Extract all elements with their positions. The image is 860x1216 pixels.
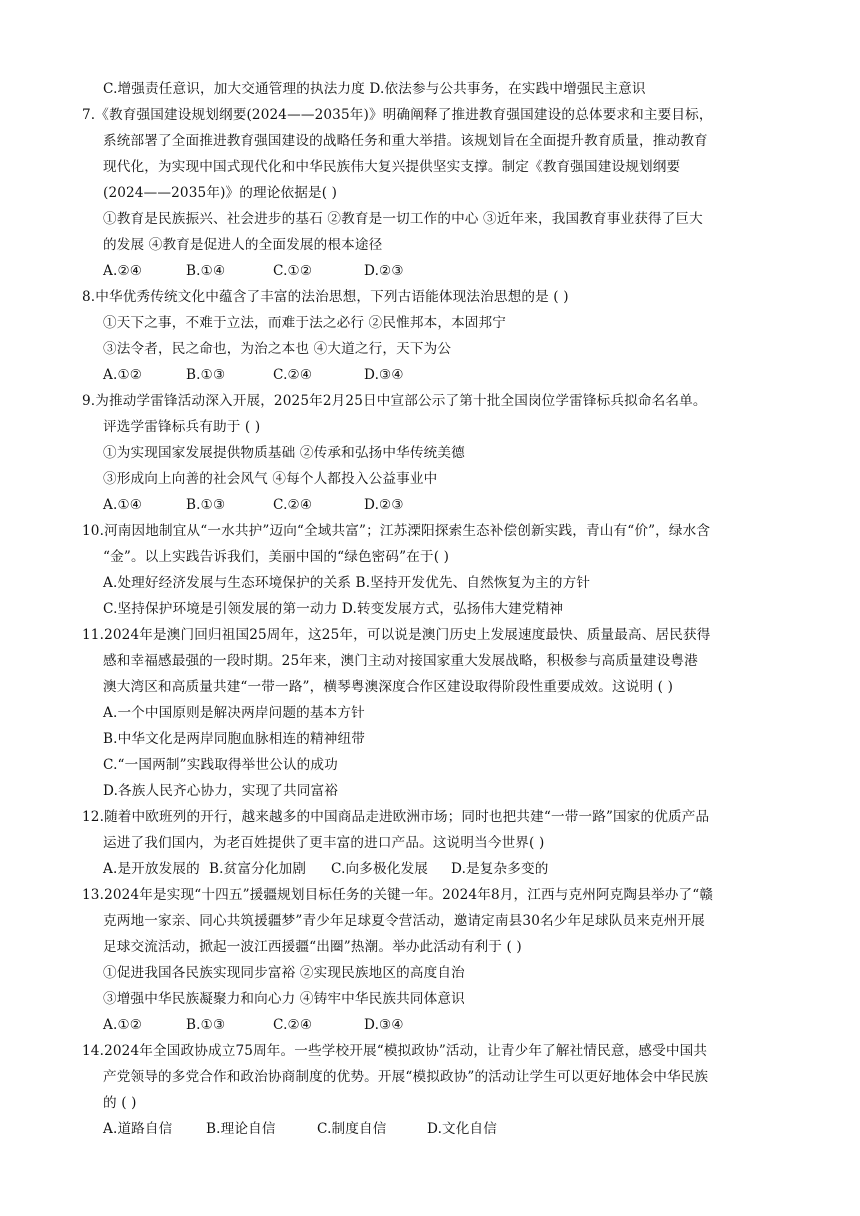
q7-option-a: A.②④: [103, 263, 143, 279]
q8-option-b: B.①③: [186, 367, 226, 383]
q10-options-line-1: A.处理好经济发展与生态环境保护的关系 B.坚持开发优先、自然恢复为主的方针: [103, 575, 591, 591]
q8-option-c: C.②④: [273, 367, 313, 383]
q11-option-b: B.中华文化是两岸同胞血脉相连的精神纽带: [103, 731, 365, 747]
q6-option-c: C.增强责任意识，加大交通管理的执法力度: [103, 81, 365, 97]
q9-items-line-1: ①为实现国家发展提供物质基础 ②传承和弘扬中华传统美德: [103, 445, 465, 461]
q7-stem-line-4: (2024——2035年)》的理论依据是( ): [103, 185, 338, 201]
q13-items-line-2: ③增强中华民族凝聚力和向心力 ④铸牢中华民族共同体意识: [103, 991, 465, 1007]
q8-option-a: A.①②: [103, 367, 143, 383]
q7-option-c: C.①②: [273, 263, 313, 279]
q13-options: [103, 1015, 404, 1035]
q7-stem-line-1: 7.《教育强国建设规划纲要(2024——2035年)》明确阐释了推进教育强国建设的总体要求和主要目标，: [82, 107, 713, 123]
q9-option-b: B.①③: [186, 497, 226, 513]
q14-stem-line-2: 产党领导的多党合作和政治协商制度的优势。开展“模拟政协”的活动让学生可以更好地体会中华民族: [103, 1069, 709, 1085]
q9-option-a: A.①④: [103, 497, 143, 513]
q12-option-a: A.是开放发展的: [103, 861, 200, 877]
q6-option-d: D.依法参与公共事务，在实践中增强民主意识: [369, 81, 646, 97]
q13-option-c: C.②④: [273, 1017, 313, 1033]
q7-stem-line-3: 现代化，为实现中国式现代化和中华民族伟大复兴提供坚实支撑。制定《教育强国建设规划纲要: [103, 159, 681, 175]
q12-options: [103, 859, 549, 879]
q10-stem-line-1: 10.河南因地制宜从“一水共护”迈向“全域共富”；江苏溧阳探索生态补偿创新实践，青山有“价”，绿水含: [82, 523, 711, 539]
q11-option-d: D.各族人民齐心协力，实现了共同富裕: [103, 783, 338, 799]
q14-option-d: D.文化自信: [427, 1121, 498, 1137]
q11-option-a: A.一个中国原则是解决两岸问题的基本方针: [103, 705, 365, 721]
q13-option-d: D.③④: [364, 1017, 404, 1033]
q12-option-d: D.是复杂多变的: [451, 861, 549, 877]
q8-stem: 8.中华优秀传统文化中蕴含了丰富的法治思想，下列古语能体现法治思想的是 ( ): [82, 289, 569, 305]
q13-stem-line-2: 克两地一家亲、同心共筑援疆梦”青少年足球夏令营活动，邀请定南县30名少年足球队员来克州开展: [103, 913, 705, 929]
q13-option-b: B.①③: [186, 1017, 226, 1033]
q8-option-d: D.③④: [364, 367, 404, 383]
q11-option-c: C.“一国两制”实践取得举世公认的成功: [103, 757, 338, 773]
q13-option-a: A.①②: [103, 1017, 143, 1033]
q13-stem-line-1: 13.2024年是实现“十四五”援疆规划目标任务的关键一年。2024年8月，江西与克州阿克陶县举办了“赣: [82, 887, 714, 903]
q7-items-line-2: 的发展 ④教育是促进人的全面发展的根本途径: [103, 237, 383, 253]
q14-option-c: C.制度自信: [317, 1121, 387, 1137]
q9-items-line-2: ③形成向上向善的社会风气 ④每个人都投入公益事业中: [103, 471, 438, 487]
q9-option-d: D.②③: [364, 497, 404, 513]
q10-stem-line-2: “金”。以上实践告诉我们，美丽中国的“绿色密码”在于( ): [103, 549, 450, 565]
q10-options-line-2: C.坚持保护环境是引领发展的第一动力 D.转变发展方式，弘扬伟大建党精神: [103, 601, 564, 617]
q7-option-b: B.①④: [186, 263, 226, 279]
q13-items-line-1: ①促进我国各民族实现同步富裕 ②实现民族地区的高度自治: [103, 965, 465, 981]
q12-stem-line-1: 12.随着中欧班列的开行，越来越多的中国商品走进欧洲市场；同时也把共建“一带一路”国家的优质产品: [82, 809, 710, 825]
q13-stem-line-3: 足球交流活动，掀起一波江西援疆“出圈”热潮。举办此活动有利于 ( ): [103, 939, 522, 955]
q9-stem-line-1: 9.为推动学雷锋活动深入开展，2025年2月25日中宣部公示了第十批全国岗位学雷锋标兵拟命名名单。: [82, 393, 707, 409]
q14-stem-line-1: 14.2024年全国政协成立75周年。一些学校开展“模拟政协”活动，让青少年了解社情民意，感受中国共: [82, 1043, 708, 1059]
q11-stem-line-1: 11.2024年是澳门回归祖国25周年，这25年，可以说是澳门历史上发展速度最快、质量最高、居民获得: [82, 627, 711, 643]
q14-option-a: A.道路自信: [103, 1121, 173, 1137]
q11-stem-line-2: 感和幸福感最强的一段时期。25年来，澳门主动对接国家重大发展战略，积极参与高质量建设粤港: [103, 653, 698, 669]
q11-stem-line-3: 澳大湾区和高质量共建“一带一路”，横琴粤澳深度合作区建设取得阶段性重要成效。这说明 ( ): [103, 679, 674, 695]
q8-options: [103, 365, 404, 385]
q12-option-b: B.贫富分化加剧: [209, 861, 307, 877]
q7-options: [103, 261, 404, 281]
q7-stem-line-2: 系统部署了全面推进教育强国建设的战略任务和重大举措。该规划旨在全面提升教育质量，推动教育: [103, 133, 708, 149]
q14-options: [103, 1119, 497, 1139]
q9-stem-line-2: 评选学雷锋标兵有助于 ( ): [103, 419, 261, 435]
q9-options: [103, 495, 404, 515]
q8-items-line-2: ③法令者，民之命也，为治之本也 ④大道之行，天下为公: [103, 341, 452, 357]
q9-option-c: C.②④: [273, 497, 313, 513]
q6-options-row: [103, 79, 646, 99]
q7-items-line-1: ①教育是民族振兴、社会进步的基石 ②教育是一切工作的中心 ③近年来，我国教育事业获得了巨大: [103, 211, 703, 227]
q14-option-b: B.理论自信: [206, 1121, 276, 1137]
q8-items-line-1: ①天下之事，不难于立法，而难于法之必行 ②民惟邦本，本固邦宁: [103, 315, 507, 331]
q12-option-c: C.向多极化发展: [331, 861, 428, 877]
q14-stem-line-3: 的 ( ): [103, 1095, 137, 1111]
q7-option-d: D.②③: [364, 263, 404, 279]
q12-stem-line-2: 运进了我们国内，为老百姓提供了更丰富的进口产品。这说明当今世界( ): [103, 835, 545, 851]
